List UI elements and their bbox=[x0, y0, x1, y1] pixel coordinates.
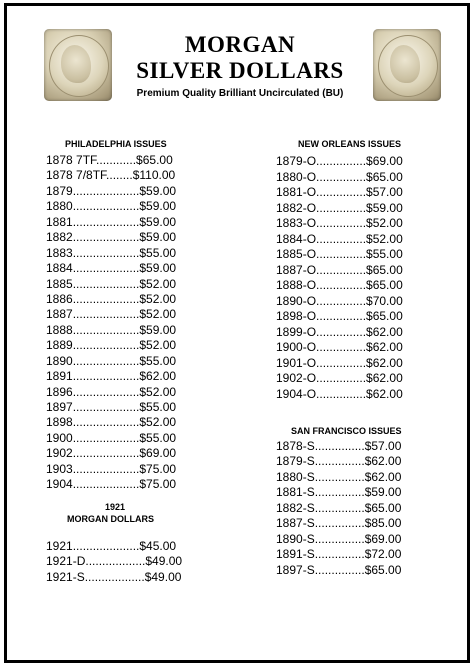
price-row: 1881-S...............$59.00 bbox=[276, 485, 402, 500]
new-orleans-heading: NEW ORLEANS ISSUES bbox=[298, 139, 402, 149]
price-sheet bbox=[4, 3, 470, 663]
price-row: 1900....................$55.00 bbox=[46, 430, 177, 445]
price-row: 1921-D..................$49.00 bbox=[46, 554, 183, 569]
price-row: 1883-O...............$52.00 bbox=[276, 216, 403, 230]
morgan-1921-heading: MORGAN DOLLARS bbox=[67, 514, 154, 524]
title-line-2: SILVER DOLLARS bbox=[136, 58, 344, 83]
price-row: 1887....................$52.00 bbox=[46, 307, 177, 322]
price-row: 1889....................$52.00 bbox=[46, 338, 177, 353]
price-row: 1904-O...............$62.00 bbox=[276, 386, 403, 401]
price-row: 1881-O...............$57.00 bbox=[276, 185, 403, 199]
price-row: 1898-O...............$65.00 bbox=[276, 309, 403, 323]
price-row: 1882-S...............$65.00 bbox=[276, 500, 402, 515]
subtitle: Premium Quality Brilliant Uncirculated (BU) bbox=[136, 88, 344, 99]
morgan-1921-list bbox=[46, 539, 182, 585]
price-row: 1885-O...............$55.00 bbox=[276, 247, 403, 261]
price-row: 1887-O...............$65.00 bbox=[276, 262, 403, 277]
price-row: 1879....................$59.00 bbox=[46, 183, 177, 198]
price-row: 1902....................$69.00 bbox=[46, 446, 177, 461]
price-row: 1888-O...............$65.00 bbox=[276, 278, 403, 292]
price-row: 1882....................$59.00 bbox=[46, 230, 177, 245]
new-orleans-list bbox=[276, 154, 403, 402]
price-row: 1891-S...............$72.00 bbox=[276, 547, 402, 562]
price-row: 1884-O...............$52.00 bbox=[276, 231, 403, 246]
san-francisco-list bbox=[276, 439, 401, 578]
price-row: 1878-S...............$57.00 bbox=[276, 439, 402, 453]
price-row: 1883....................$55.00 bbox=[46, 245, 177, 260]
title-line-1: MORGAN bbox=[184, 32, 296, 57]
price-row: 1879-S...............$62.00 bbox=[276, 454, 402, 469]
price-row: 1879-O...............$69.00 bbox=[276, 154, 403, 168]
price-row: 1890....................$55.00 bbox=[46, 353, 177, 368]
price-row: 1901-O...............$62.00 bbox=[276, 355, 403, 370]
price-row: 1897-S...............$65.00 bbox=[276, 562, 402, 577]
price-row: 1878 7/8TF........$110.00 bbox=[46, 168, 176, 183]
philadelphia-heading: PHILADELPHIA ISSUES bbox=[65, 139, 167, 149]
price-row: 1890-S...............$69.00 bbox=[276, 531, 402, 546]
price-row: 1885....................$52.00 bbox=[46, 276, 177, 291]
price-row: 1899-O...............$62.00 bbox=[276, 324, 403, 339]
price-row: 1900-O...............$62.00 bbox=[276, 340, 403, 354]
price-row: 1888....................$59.00 bbox=[46, 322, 177, 337]
price-row: 1884....................$59.00 bbox=[46, 261, 177, 276]
price-row: 1897....................$55.00 bbox=[46, 400, 177, 414]
price-row: 1886....................$52.00 bbox=[46, 291, 177, 306]
price-row: 1890-O...............$70.00 bbox=[276, 293, 403, 308]
price-row: 1880....................$59.00 bbox=[46, 199, 177, 214]
price-row: 1880-O...............$65.00 bbox=[276, 169, 403, 184]
price-row: 1887-S...............$85.00 bbox=[276, 516, 402, 531]
price-row: 1880-S...............$62.00 bbox=[276, 469, 402, 484]
philadelphia-list bbox=[46, 153, 176, 493]
price-row: 1881....................$59.00 bbox=[46, 214, 177, 229]
price-row: 1898....................$52.00 bbox=[46, 415, 177, 430]
price-row: 1878 7TF............$65.00 bbox=[46, 153, 173, 167]
price-row: 1903....................$75.00 bbox=[46, 461, 177, 476]
price-row: 1921....................$45.00 bbox=[46, 539, 177, 553]
morgan-1921-year: 1921 bbox=[105, 502, 126, 512]
price-row: 1891....................$62.00 bbox=[46, 369, 177, 384]
price-row: 1921-S..................$49.00 bbox=[46, 569, 182, 584]
price-row: 1896....................$52.00 bbox=[46, 384, 177, 399]
price-row: 1904....................$75.00 bbox=[46, 477, 177, 492]
price-row: 1902-O...............$62.00 bbox=[276, 371, 403, 385]
price-row: 1882-O...............$59.00 bbox=[276, 200, 403, 215]
san-francisco-heading: SAN FRANCISCO ISSUES bbox=[291, 426, 402, 436]
